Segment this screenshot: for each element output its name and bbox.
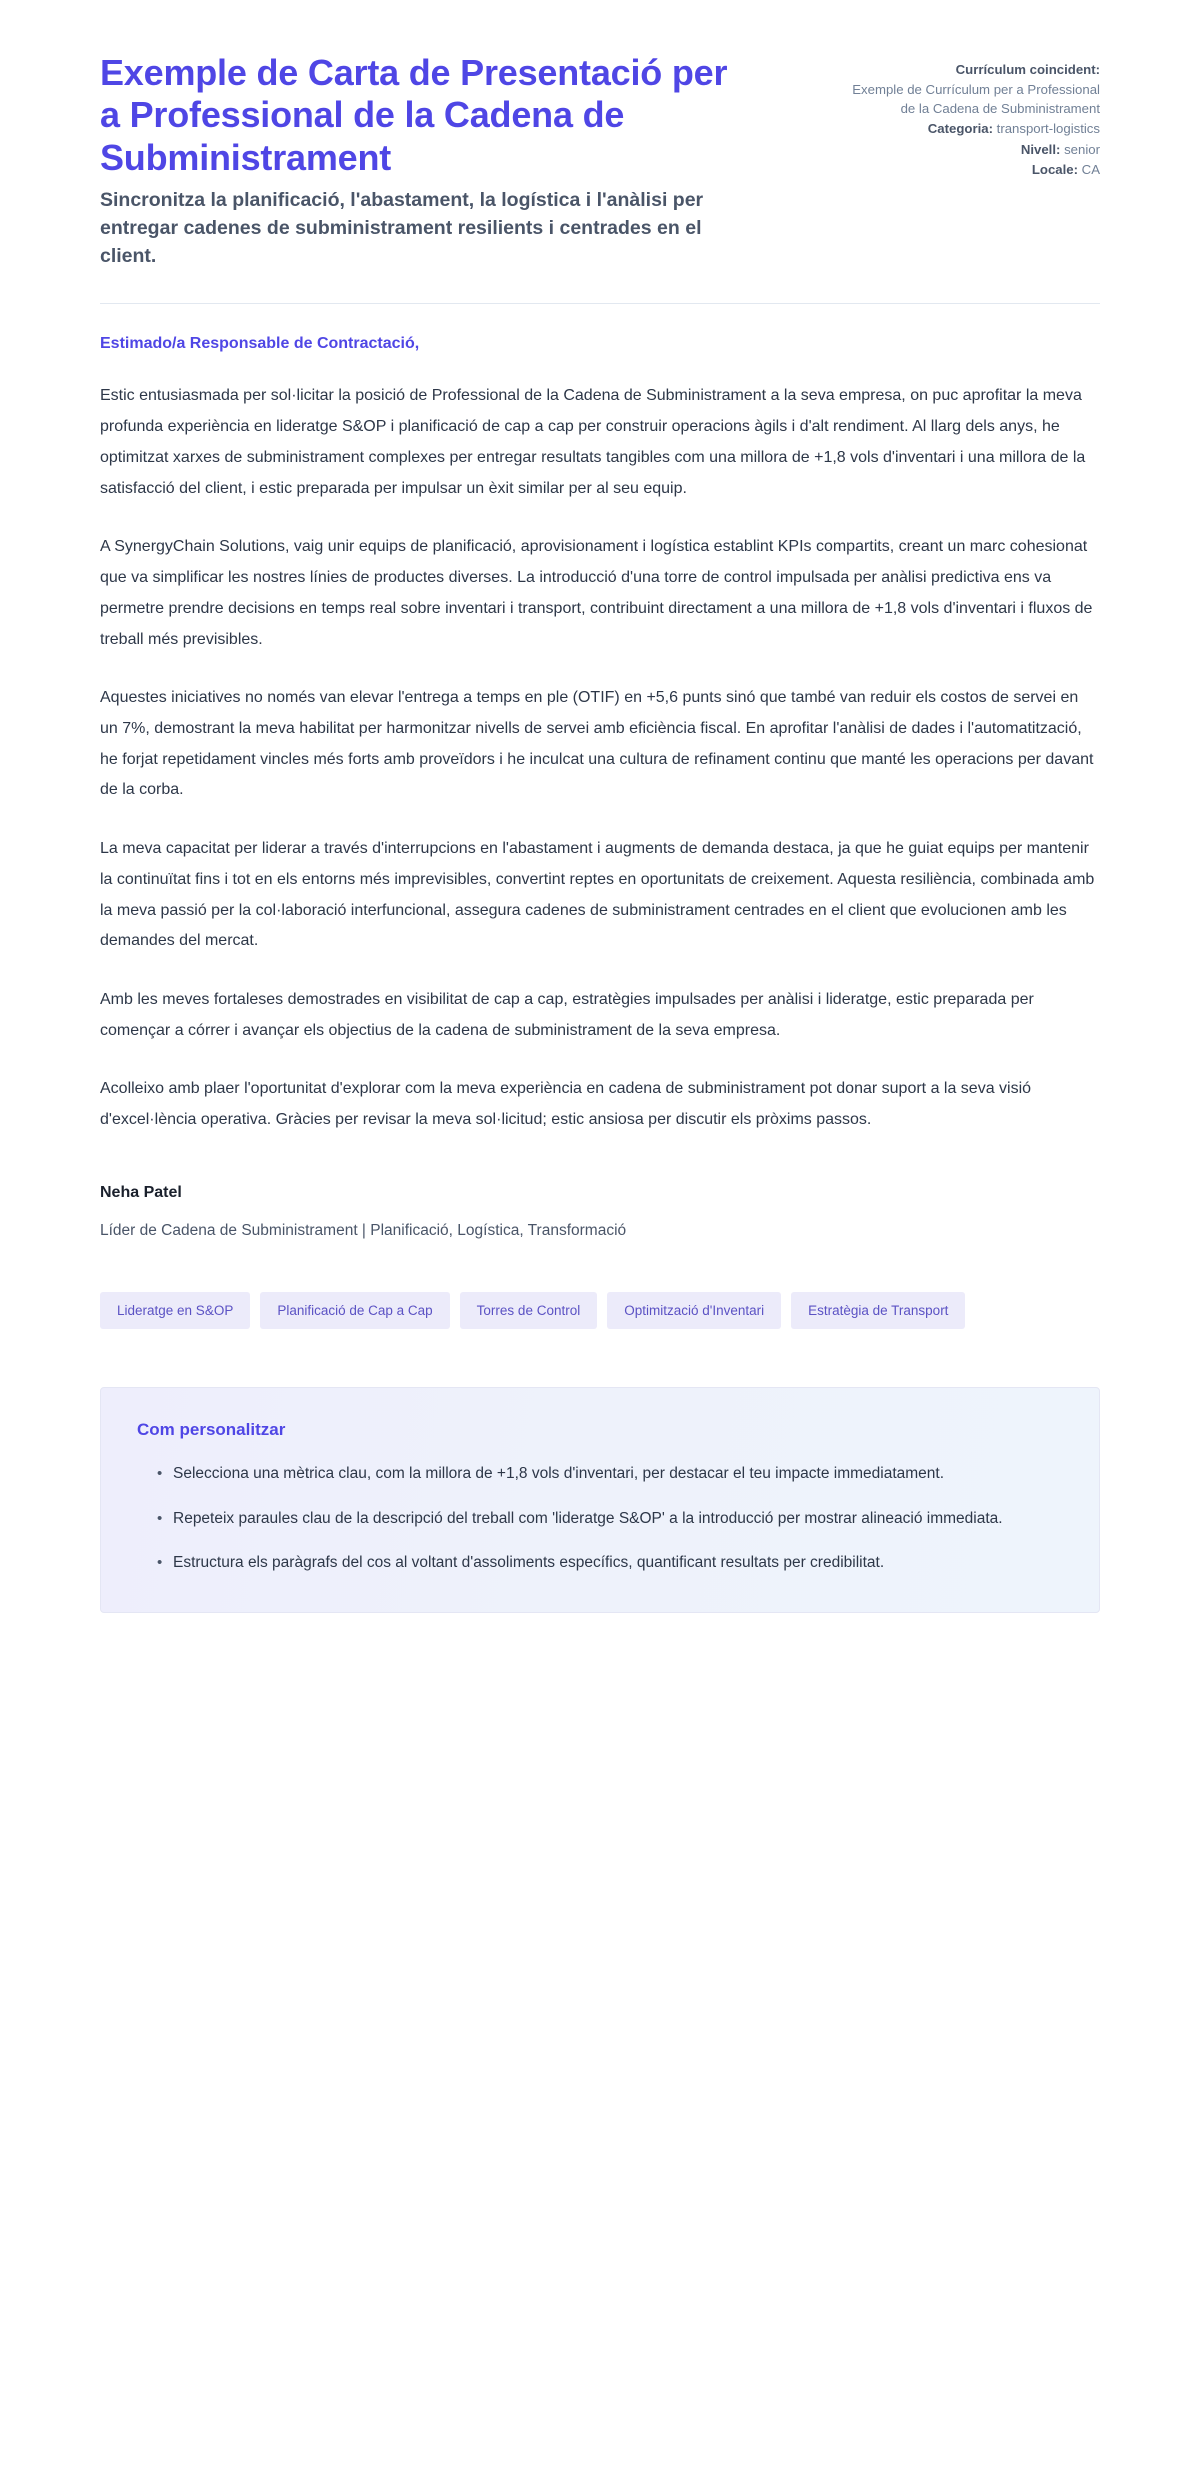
header-title-block: [100, 52, 750, 270]
meta-category-label: Categoria:: [927, 121, 993, 137]
letter-paragraph: Amb les meves fortaleses demostrades en visibilitat de cap a cap, estratègies impulsades per anàlisi i lideratge, estic preparada per començar a córrer i avançar els objectius de la cadena de subministrament de la seva empresa.: [100, 990, 1034, 1039]
letter-salutation: Estimado/a Responsable de Contractació,: [100, 335, 420, 353]
skill-tag-list: [100, 1292, 1000, 1330]
skill-tag[interactable]: Estratègia de Transport: [791, 1292, 965, 1330]
metadata-panel: [835, 52, 1100, 180]
letter-paragraph: Acolleixo amb plaer l'oportunitat d'explorar com la meva experiència en cadena de subministrament pot donar suport a la seva visió d'excel·lència operativa. Gràcies per revisar la meva sol·licitud; estic ansiosa per discutir els pròxims passos.: [100, 1080, 1032, 1129]
meta-locale-value: CA: [1081, 161, 1100, 177]
how-to-customize-title: Com personalitzar: [137, 1420, 286, 1440]
how-to-customize-list: [137, 1460, 1063, 1578]
page-title: Exemple de Carta de Presentació per a Professional de la Cadena de Subministrament: [100, 52, 728, 178]
meta-level-value: senior: [1064, 141, 1100, 157]
signature-role: Líder de Cadena de Subministrament | Planificació, Logística, Transformació: [100, 1221, 627, 1239]
cover-letter-body: [100, 304, 1100, 1613]
page-subtitle: Sincronitza la planificació, l'abastament, la logística i l'anàlisi per entregar cadenes de subministrament resilients i centrades en el client.: [100, 189, 704, 267]
how-to-customize-item: • Estructura els paràgrafs del cos al voltant d'assoliments específics, quantificant resultats per credibilitat.: [157, 1549, 1057, 1578]
skill-tag[interactable]: Torres de Control: [460, 1292, 598, 1330]
skill-tag[interactable]: Lideratge en S&OP: [100, 1292, 250, 1330]
letter-signature: [100, 1181, 1100, 1244]
meta-matching-resume: [835, 60, 1100, 79]
meta-level-label: Nivell:: [1020, 141, 1061, 157]
how-to-customize-box: [100, 1387, 1100, 1613]
document-header: [100, 52, 1100, 270]
meta-matching-resume-value-row: [835, 80, 1100, 118]
meta-matching-resume-label: Currículum coincident:: [955, 62, 1100, 77]
meta-locale-label: Locale:: [1031, 161, 1078, 177]
skill-tag[interactable]: Optimització d'Inventari: [607, 1292, 781, 1330]
meta-category-value: transport-logistics: [996, 121, 1100, 137]
how-to-customize-item: • Repeteix paraules clau de la descripció del treball com 'lideratge S&OP' a la introducció per mostrar alineació immediata.: [157, 1505, 1057, 1534]
meta-locale: [835, 160, 1100, 179]
letter-paragraph: Aquestes iniciatives no només van elevar l'entrega a temps en ple (OTIF) en +5,6 punts sinó que també van reduir els costos de servei en un 7%, demostrant la meva habilitat per harmonitzar nivells de servei amb eficiència fiscal. En aprofitar l'anàlisi de dades i l'automatització, he forjat repetidament vincles més forts amb proveïdors i he inculcat una cultura de refinament continu que manté les operacions per davant de la corba.: [100, 689, 1094, 799]
meta-matching-resume-value: Exemple de Currículum per a Professional de la Cadena de Subministrament: [852, 82, 1100, 117]
letter-paragraph: La meva capacitat per liderar a través d'interrupcions en l'abastament i augments de demanda destaca, ja que he guiat equips per mantenir la continuïtat fins i tot en els entorns més imprevisibles, convertint reptes en oportunitats de creixement. Aquesta resiliència, combinada amb la meva passió per la col·laboració interfuncional, assegura cadenes de subministrament centrades en el client que evolucionen amb les demandes del mercat.: [100, 840, 1095, 950]
letter-paragraphs: [100, 381, 1100, 1135]
signature-name: Neha Patel: [100, 1183, 182, 1201]
letter-paragraph: A SynergyChain Solutions, vaig unir equips de planificació, aprovisionament i logística establint KPIs compartits, creant un marc cohesionat que va simplificar les nostres línies de productes diverses. La introducció d'una torre de control impulsada per anàlisi predictiva ens va permetre prendre decisions en temps real sobre inventari i transport, contribuint directament a una millora de +1,8 vols d'inventari i fluxos de treball més previsibles.: [100, 538, 1093, 648]
skill-tag[interactable]: Planificació de Cap a Cap: [260, 1292, 449, 1330]
how-to-customize-item: • Selecciona una mètrica clau, com la millora de +1,8 vols d'inventari, per destacar el teu impacte immediatament.: [157, 1460, 1057, 1489]
meta-level: [835, 140, 1100, 159]
meta-category: [835, 119, 1100, 138]
letter-paragraph: Estic entusiasmada per sol·licitar la posició de Professional de la Cadena de Subministrament a la seva empresa, on puc aprofitar la meva profunda experiència en lideratge S&OP i planificació de cap a cap per construir operacions àgils i d'alt rendiment. Al llarg dels anys, he optimitzat xarxes de subministrament complexes per entregar resultats tangibles com una millora de +1,8 vols d'inventari i una millora de la satisfacció del client, i estic preparada per impulsar un èxit similar per al seu equip.: [100, 387, 1086, 497]
